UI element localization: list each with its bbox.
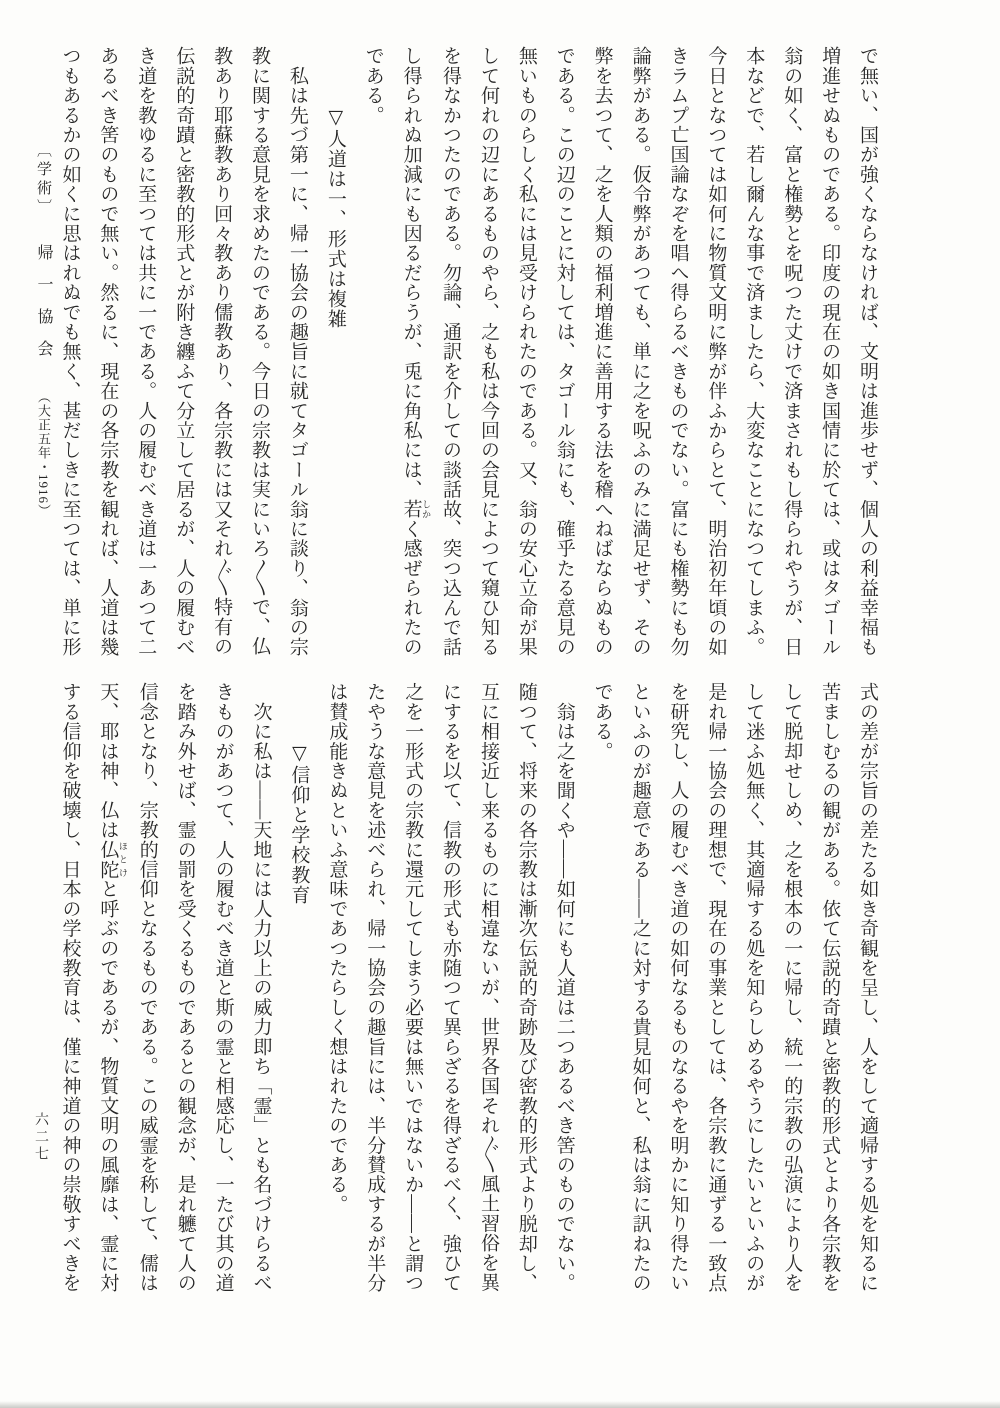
section-heading: ▽信仰と学校教育 (288, 682, 310, 905)
text-column: で無い、国が強くならなければ、文明は進歩せず、個人の利益幸福も (857, 46, 878, 657)
text-column: である。 (591, 682, 613, 761)
text-column: して迷ふ処無く、其適帰する処を知らしめるやうにしたいといふのが (743, 682, 765, 1293)
scan-bottom-edge (0, 1401, 1000, 1408)
text-column: する信仰を破壊し、日本の学校教育は、僅に神道の神の崇敬すべきを (59, 682, 81, 1293)
text-column: 今日となつては如何に物質文明に弊が伴ふからとて、明治初年頃の如 (705, 46, 727, 657)
running-head-category: 〔学術〕 (35, 142, 51, 218)
text-column: 次に私は——天地には人力以上の威力即ち「霊」とも名づけらるべ (250, 682, 272, 1293)
article-upper-block (51, 46, 886, 658)
text-column: にするを以て、信教の形式も亦随つて異らざるを得ざるべく、強ひて (440, 682, 462, 1293)
text-column: 本などで、若し爾んな事で済ましたら、大変なことになつてしまふ。 (743, 46, 765, 657)
text-column: 互に相接近し来るものに相違ないが、世界各国それ〴〵風土習俗を異 (477, 682, 499, 1292)
text-column: して脱却せしめ、之を根本の一に帰し、統一的宗教の弘演により人を (781, 682, 803, 1293)
text-column: 教に関する意見を求めたのである。今日の宗教は実にいろ〳〵で、仏 (249, 46, 270, 656)
text-column: である。 (362, 46, 384, 125)
text-column: 教あり耶蘇教あり回々教あり儒教あり、各宗教には又それ〴〵特有の (211, 46, 233, 656)
text-column: き道を教ゆるに至つては共に一である。人の履むべき道は一あつて二 (135, 46, 157, 657)
text-column: きラムプ亡国論なぞを唱へ得らるべきものでない。富にも権勢にも勿 (667, 46, 689, 657)
section-heading: ▽人道は一、形式は複雑 (324, 46, 346, 329)
text-column: 翁の如く、富と権勢とを呪つた丈けで済まされもし得られやうが、日 (781, 46, 803, 657)
text-column: 是れ帰一協会の理想で、現在の事業としては、各宗教に通ずる一致点 (705, 682, 727, 1293)
ruby-annotation: 仏陀 ほとけ (97, 839, 128, 880)
text-column: 論弊がある。仮令弊があつても、単に之を呪ふのみに満足せず、その (629, 46, 651, 657)
text-column: 信念となり、宗教的信仰となるものである。この威霊を称して、儒は (136, 682, 158, 1293)
text-column: を踏み外せば、霊の罰を受くるものであるとの観念が、是れ軈て人の (174, 682, 196, 1293)
ruby-annotation: 若 しか (400, 499, 432, 519)
text-column: といふのが趣意である——之に対する貴見如何と、私は翁に訊ねたの (629, 682, 651, 1293)
text-column: を得なかつたのである。勿論、通訳を介しての談話故、突つ込んで話 (440, 46, 462, 657)
running-head (28, 142, 58, 518)
text-column: して何れの辺にあるものやら、之も私は今回の会見によつて窺ひ知る (477, 46, 499, 657)
text-column: きものがあつて、人の履むべき道と斯の霊と相感応し、一たび其の道 (212, 682, 234, 1293)
running-head-date: （大正五年・1916） (36, 390, 51, 518)
text-column: 伝説的奇蹟と密教的形式とが附き纏ふて分立して居るが、人の履むべ (173, 46, 195, 657)
text-column: 随つて、将来の各宗教は漸次伝説的奇跡及び密教的形式より脱却し、 (515, 682, 537, 1293)
running-head-title: 帰一協会 (35, 244, 52, 372)
text-column: あるべき筈のもので無い。然るに、現在の各宗教を観れば、人道は幾 (97, 46, 119, 657)
text-column: 苦ましむるの観がある。依て伝説的奇蹟と密教的形式とより各宗教を (819, 682, 841, 1293)
text-column: である。この辺のことに対しては、タゴール翁にも、確乎たる意見の (553, 46, 575, 657)
text-column: 天、耶は神、仏は仏陀 ほとけと呼ぶのであるが、物質文明の風靡は、霊に対 (97, 682, 128, 1293)
text-column: たやうな意見を述べられ、帰一協会の趣旨には、半分賛成するが半分 (364, 682, 386, 1293)
text-column: 増進せぬものである。印度の現在の如き国情に於ては、或はタゴール (819, 46, 841, 657)
text-column: つもあるかの如くに思はれぬでも無く、甚だしきに至つては、単に形 (59, 46, 81, 657)
text-column: 之を一形式の宗教に還元してしまう必要は無いではないか——と謂つ (402, 682, 424, 1293)
text-column: 翁は之を聞くや——如何にも人道は二つあるべき筈のものでない。 (553, 682, 575, 1293)
text-column: は賛成能きぬといふ意味であつたらしく想はれたのである。 (326, 682, 348, 1214)
text-column: 無いものらしく私には見受けられたのである。又、翁の安心立命が果 (515, 46, 537, 657)
article-lower-block (51, 682, 886, 1296)
text-column: し得られぬ加減にも因るだらうが、兎に角私には、若 しかく感ぜられたの (400, 46, 432, 657)
text-column: 弊を去つて、之を人類の福利増進に善用する法を稽へねばならぬもの (591, 46, 613, 657)
text-column: 式の差が宗旨の差たる如き奇観を呈し、人をして適帰する処を知るに (857, 682, 878, 1293)
text-column: 私は先づ第一に、帰一協会の趣旨に就てタゴール翁に談り、翁の宗 (286, 46, 308, 657)
text-column: を研究し、人の履むべき道の如何なるものなるやを明かに知り得たい (667, 682, 689, 1293)
page-number: 六二七 (33, 1112, 48, 1163)
